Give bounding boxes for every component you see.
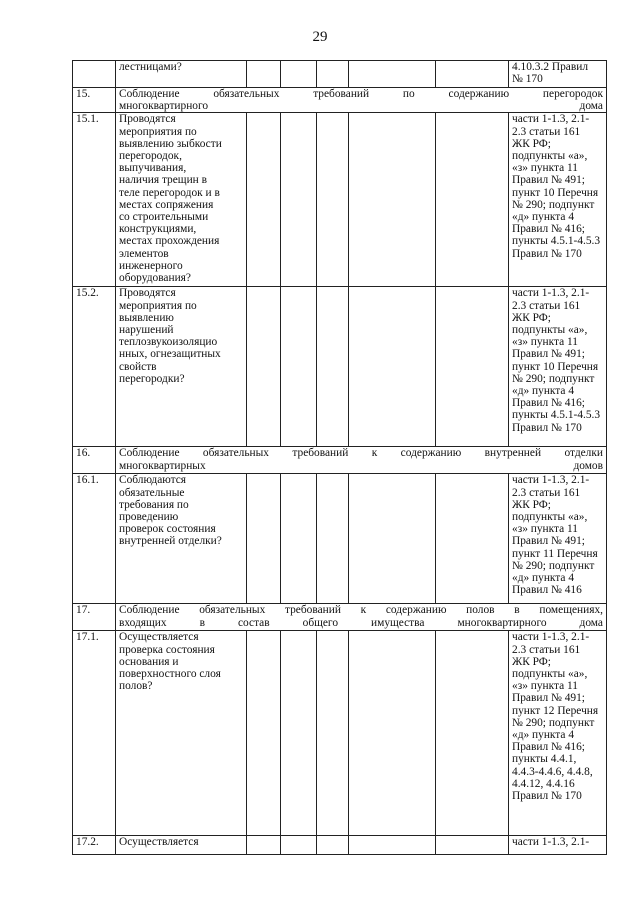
answer-cell [349, 836, 436, 855]
answer-cell [317, 287, 349, 447]
row-number: 16. [73, 447, 116, 474]
requirements-table [72, 60, 607, 855]
table-row [73, 113, 607, 287]
reference-text: части 1-1.3, 2.1- 2.3 статьи 161 ЖК РФ; подпункты «а», «з» пункта 11 Правил № 491; пункт 10 Перечня № 290; подпункт «д» пункта 4 Правил № 416; пункты 4.5.1-4.5.3 Правил № 170 [512, 113, 601, 260]
row-number: 15.1. [73, 113, 116, 287]
answer-cell [349, 61, 436, 88]
section-title-line: многоквартирного дома [119, 100, 603, 113]
answer-cell [436, 113, 509, 287]
answer-cell [317, 474, 349, 604]
row-number: 15.2. [73, 287, 116, 447]
reference-text: 4.10.3.2 Правил № 170 [512, 61, 589, 86]
reference-cell [509, 287, 607, 447]
answer-cell [349, 474, 436, 604]
reference-cell [509, 836, 607, 855]
reference-text: части 1-1.3, 2.1- 2.3 статьи 161 ЖК РФ; подпункты «а», «з» пункта 11 Правил № 491; пункт 12 Перечня № 290; подпункт «д» пункта 4 Правил № 416; пункты 4.4.1, 4.4.3-4.4.6, 4.4.8, 4.4.12, 4.4.16 Правил № 170 [512, 631, 599, 803]
answer-cell [281, 836, 317, 855]
answer-cell [247, 631, 281, 836]
answer-cell [436, 287, 509, 447]
answer-cell [436, 631, 509, 836]
question-text: Соблюдаются обязательные требования по проведению проверок состояния внутренней отделки? [119, 474, 222, 548]
section-row [73, 88, 607, 113]
row-number: 17.2. [73, 836, 116, 855]
answer-cell [349, 631, 436, 836]
row-number: 16.1. [73, 474, 116, 604]
question-cell [116, 287, 247, 447]
question-cell [116, 836, 247, 855]
reference-text: части 1-1.3, 2.1- 2.3 статьи 161 ЖК РФ; подпункты «а», «з» пункта 11 Правил № 491; пункт 10 Перечня № 290; подпункт «д» пункта 4 Правил № 416; пункты 4.5.1-4.5.3 Правил № 170 [512, 287, 601, 434]
answer-cell [349, 113, 436, 287]
table-row [73, 836, 607, 855]
section-row [73, 447, 607, 474]
section-title-line: Соблюдение обязательных требований к содержанию полов в помещениях, [119, 604, 603, 617]
answer-cell [317, 836, 349, 855]
reference-cell [509, 113, 607, 287]
section-title-line: Соблюдение обязательных требований к содержанию внутренней отделки [119, 447, 603, 460]
answer-cell [317, 631, 349, 836]
answer-cell [281, 113, 317, 287]
row-number [73, 61, 116, 88]
section-title-line: входящих в состав общего имущества многоквартирного дома [119, 616, 603, 629]
section-title [116, 88, 607, 113]
table-row [73, 631, 607, 836]
answer-cell [247, 113, 281, 287]
question-text: Проводятся мероприятия по выявлению нарушений теплозвукоизоляцио нных, огнезащитных свойств перегородки? [119, 287, 221, 385]
question-text: Осуществляется [119, 836, 199, 849]
section-row [73, 604, 607, 631]
answer-cell [317, 61, 349, 88]
table-row [73, 474, 607, 604]
question-text: Проводятся мероприятия по выявлению зыбкости перегородок, выпучивания, наличия трещин в теле перегородок и в местах сопряжения со строительными конструкциями, местах прохождения элементов инженерного оборудования? [119, 113, 222, 285]
row-number: 15. [73, 88, 116, 113]
answer-cell [436, 836, 509, 855]
question-text: лестницами? [119, 61, 182, 73]
reference-cell [509, 61, 607, 88]
reference-cell [509, 631, 607, 836]
page-number: 29 [312, 29, 328, 45]
table-row [73, 287, 607, 447]
section-title-line: Соблюдение обязательных требований по содержанию перегородок [119, 88, 603, 100]
answer-cell [436, 61, 509, 88]
answer-cell [281, 631, 317, 836]
table-row [73, 61, 607, 88]
row-number: 17. [73, 604, 116, 631]
section-title-line: многоквартирных домов [119, 459, 603, 472]
question-cell [116, 474, 247, 604]
answer-cell [281, 474, 317, 604]
question-cell [116, 61, 247, 88]
reference-text: части 1-1.3, 2.1- [512, 836, 590, 849]
answer-cell [247, 287, 281, 447]
answer-cell [317, 113, 349, 287]
answer-cell [247, 474, 281, 604]
section-title [116, 447, 607, 474]
section-title [116, 604, 607, 631]
question-text: Осуществляется проверка состояния основания и поверхностного слоя полов? [119, 631, 221, 693]
reference-text: части 1-1.3, 2.1- 2.3 статьи 161 ЖК РФ; подпункты «а», «з» пункта 11 Правил № 491; пункт 11 Перечня № 290; подпункт «д» пункта 4 Правил № 416 [512, 474, 598, 597]
answer-cell [247, 836, 281, 855]
answer-cell [349, 287, 436, 447]
answer-cell [436, 474, 509, 604]
question-cell [116, 631, 247, 836]
answer-cell [281, 287, 317, 447]
reference-cell [509, 474, 607, 604]
row-number: 17.1. [73, 631, 116, 836]
answer-cell [281, 61, 317, 88]
answer-cell [247, 61, 281, 88]
question-cell [116, 113, 247, 287]
